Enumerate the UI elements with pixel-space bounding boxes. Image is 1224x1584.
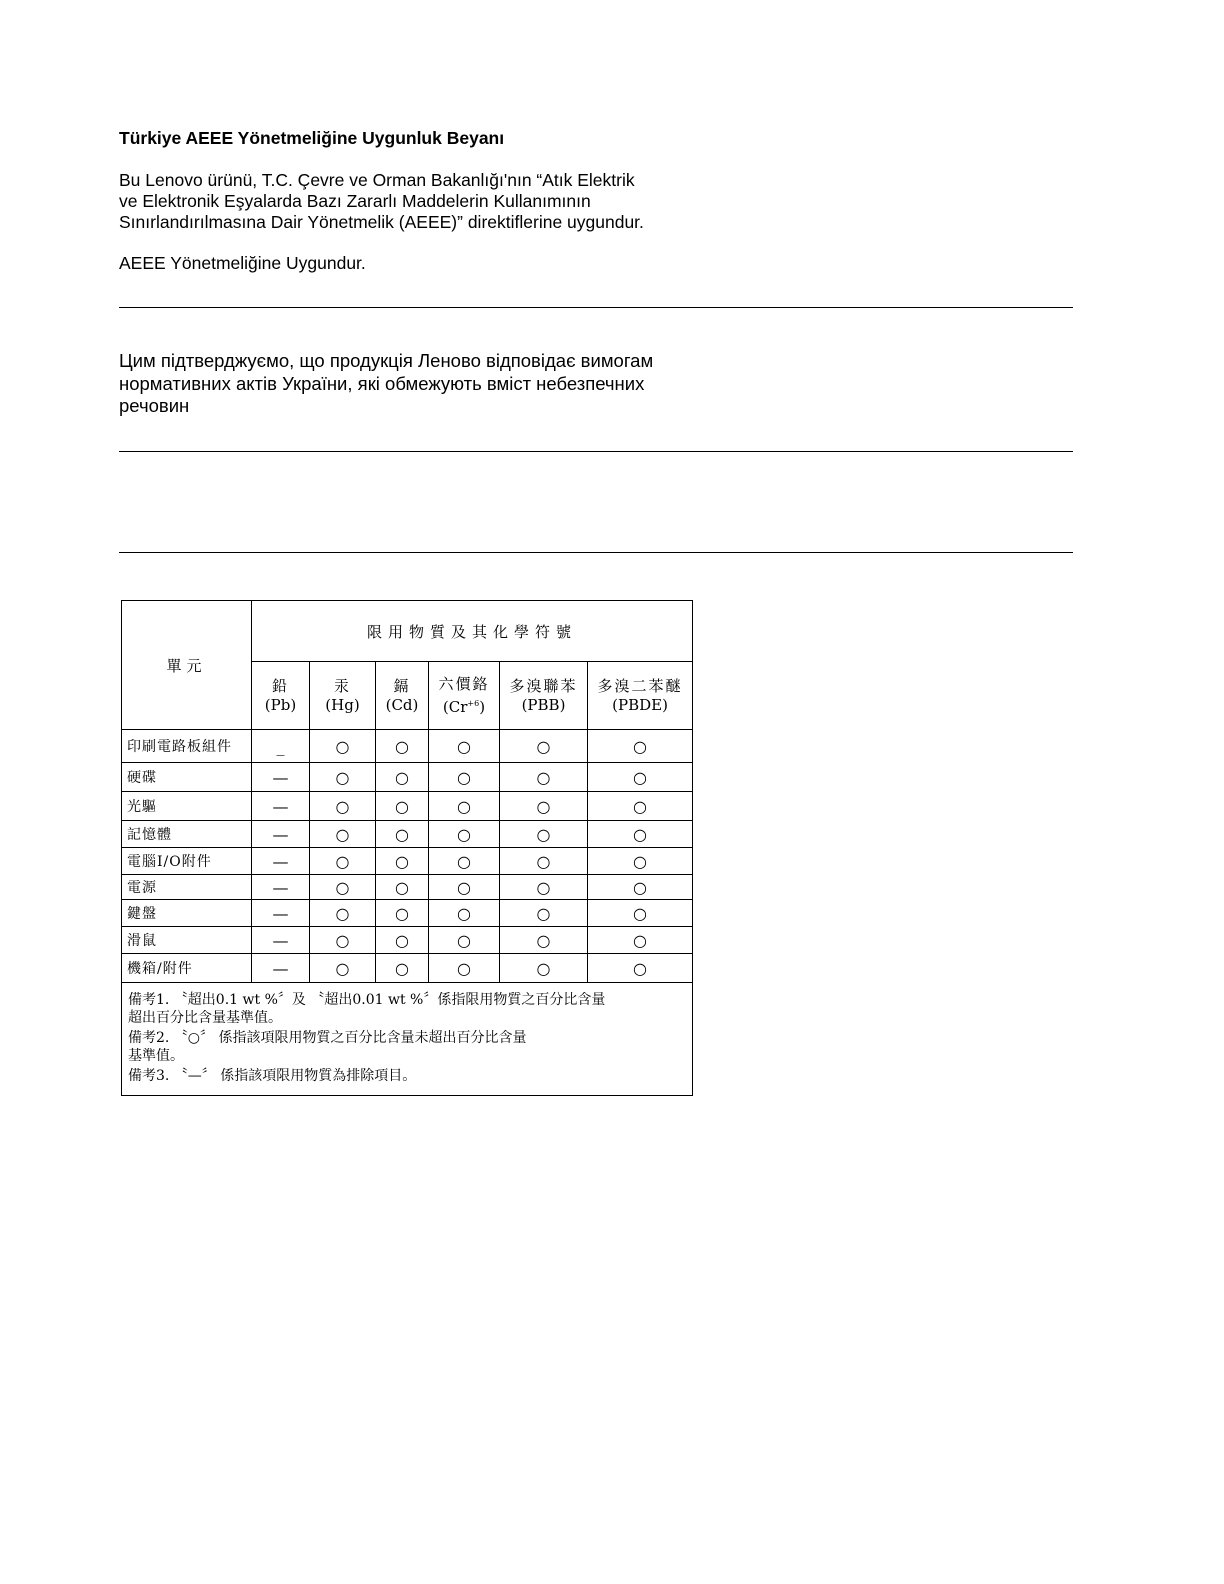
substance-mark: ○ [376, 792, 429, 821]
substance-mark: ○ [500, 821, 588, 848]
substance-mark: ○ [500, 927, 588, 954]
substance-mark: — [252, 792, 310, 821]
substance-mark: ○ [376, 848, 429, 875]
substance-mark: — [252, 763, 310, 792]
substance-mark: ○ [500, 763, 588, 792]
substance-mark: _ [252, 730, 310, 763]
substance-header-pbb [500, 662, 588, 730]
substance-mark: — [252, 927, 310, 954]
unit-cell: 硬碟 [122, 763, 252, 792]
section-divider [119, 552, 1073, 553]
substance-symbol [429, 694, 499, 717]
unit-cell: 印刷電路板組件 [122, 730, 252, 763]
substance-name: 多溴二苯醚 [597, 676, 683, 695]
table-row [122, 954, 693, 983]
substance-mark: ○ [429, 875, 500, 900]
table-row [122, 900, 693, 927]
substance-mark: ○ [429, 848, 500, 875]
substance-mark: ○ [376, 900, 429, 927]
note-line: 基準值。 [128, 1048, 184, 1064]
table-row [122, 927, 693, 954]
substance-mark: ○ [588, 821, 693, 848]
restricted-substances-header: 限用物質及其化學符號 [252, 601, 693, 662]
unit-cell: 滑鼠 [122, 927, 252, 954]
substance-mark: ○ [500, 875, 588, 900]
substance-mark: — [252, 848, 310, 875]
substance-mark: ○ [588, 875, 693, 900]
unit-cell: 記憶體 [122, 821, 252, 848]
table-row [122, 875, 693, 900]
paragraph-line: речовин [119, 395, 190, 416]
note-line: 備考3. 〝—〞 係指該項限用物質為排除項目。 [128, 1068, 417, 1084]
substance-mark: ○ [429, 730, 500, 763]
substance-mark: ○ [429, 821, 500, 848]
paragraph-line: нормативних актів України, які обмежують вміст небезпечних [119, 372, 645, 394]
substance-symbol: (Cd) [385, 695, 419, 714]
substance-mark: ○ [588, 730, 693, 763]
substance-mark: ○ [310, 900, 376, 927]
substance-mark: ○ [429, 763, 500, 792]
symbol-superscript: +6 [467, 698, 480, 708]
substance-mark: ○ [500, 900, 588, 927]
unit-cell: 光驅 [122, 792, 252, 821]
note-line: 備考1. 〝超出0.1 wt %〞及 〝超出0.01 wt %〞係指限用物質之百分比含量 [128, 992, 606, 1008]
paragraph-line: ve Elektronik Eşyalarda Bazı Zararlı Maddelerin Kullanımının [119, 191, 591, 211]
table-body [122, 730, 693, 983]
table-row [122, 848, 693, 875]
paragraph-line: Bu Lenovo ürünü, T.C. Çevre ve Orman Bakanlığı'nın “Atık Elektrik [119, 170, 635, 190]
substance-mark: ○ [429, 927, 500, 954]
substance-symbol: (Hg) [325, 695, 360, 714]
substance-name: 多溴聯苯 [509, 676, 578, 695]
substance-name: 汞 [333, 676, 351, 695]
section-divider [119, 307, 1073, 308]
substance-mark: ○ [376, 875, 429, 900]
substance-mark: ○ [310, 927, 376, 954]
substance-mark: ○ [588, 954, 693, 983]
substance-mark: ○ [588, 927, 693, 954]
substance-mark: ○ [500, 954, 588, 983]
section-divider [119, 451, 1073, 452]
paragraph-line: Sınırlandırılmasına Dair Yönetmelik (AEEE)” direktiflerine uygundur. [119, 212, 644, 232]
turkey-declaration-title: Türkiye AEEE Yönetmeliğine Uygunluk Beyanı [119, 128, 505, 148]
substance-name: 鎘 [393, 676, 411, 695]
substance-symbol: (PBDE) [612, 695, 668, 714]
turkey-conformity-statement: AEEE Yönetmeliğine Uygundur. [119, 253, 366, 273]
symbol-close: ) [479, 697, 486, 716]
substance-mark: ○ [376, 821, 429, 848]
substance-header-pbde [588, 662, 693, 730]
ukraine-declaration [119, 350, 653, 418]
substance-mark: ○ [376, 954, 429, 983]
substance-mark: ○ [500, 792, 588, 821]
substance-mark: ○ [376, 927, 429, 954]
substance-mark: ○ [376, 730, 429, 763]
substance-mark: ○ [500, 848, 588, 875]
substance-mark: ○ [310, 763, 376, 792]
unit-cell: 電腦I/O附件 [122, 848, 252, 875]
substance-header-cr6 [429, 662, 500, 730]
substance-mark: ○ [310, 821, 376, 848]
substance-mark: ○ [310, 954, 376, 983]
substance-symbol: (Pb) [264, 695, 297, 714]
symbol-text: (Cr [442, 697, 468, 716]
substance-mark: ○ [588, 900, 693, 927]
substance-mark: ○ [588, 848, 693, 875]
substance-header-hg [310, 662, 376, 730]
unit-cell: 機箱/附件 [122, 954, 252, 983]
substance-symbol: (PBB) [521, 695, 566, 714]
note-line: 超出百分比含量基準值。 [128, 1010, 282, 1026]
paragraph-line: Цим підтверджуємо, що продукція Леново відповідає вимогам [119, 350, 654, 371]
substance-name: 鉛 [271, 676, 289, 695]
substance-mark: ○ [588, 763, 693, 792]
turkey-declaration-paragraph [119, 170, 644, 233]
substance-mark: — [252, 821, 310, 848]
substance-mark: ○ [310, 875, 376, 900]
substance-mark: ○ [588, 792, 693, 821]
substance-mark: ○ [429, 792, 500, 821]
substance-mark: ○ [310, 792, 376, 821]
table-row [122, 730, 693, 763]
substance-mark: ○ [500, 730, 588, 763]
substance-mark: ○ [310, 848, 376, 875]
substance-header-cd [376, 662, 429, 730]
unit-cell: 電源 [122, 875, 252, 900]
note-line: 備考2. 〝○〞 係指該項限用物質之百分比含量未超出百分比含量 [128, 1030, 527, 1046]
table-row [122, 821, 693, 848]
substance-mark: — [252, 875, 310, 900]
table-row [122, 763, 693, 792]
notes [122, 983, 693, 1096]
unit-header: 單元 [122, 601, 252, 730]
substance-name: 六價鉻 [438, 674, 490, 693]
restricted-substances-table [121, 600, 693, 1096]
substance-mark: — [252, 954, 310, 983]
substance-mark: ○ [429, 900, 500, 927]
substance-mark: — [252, 900, 310, 927]
unit-cell: 鍵盤 [122, 900, 252, 927]
substance-mark: ○ [310, 730, 376, 763]
substance-mark: ○ [376, 763, 429, 792]
table-row [122, 792, 693, 821]
substance-mark: ○ [429, 954, 500, 983]
substance-header-pb [252, 662, 310, 730]
